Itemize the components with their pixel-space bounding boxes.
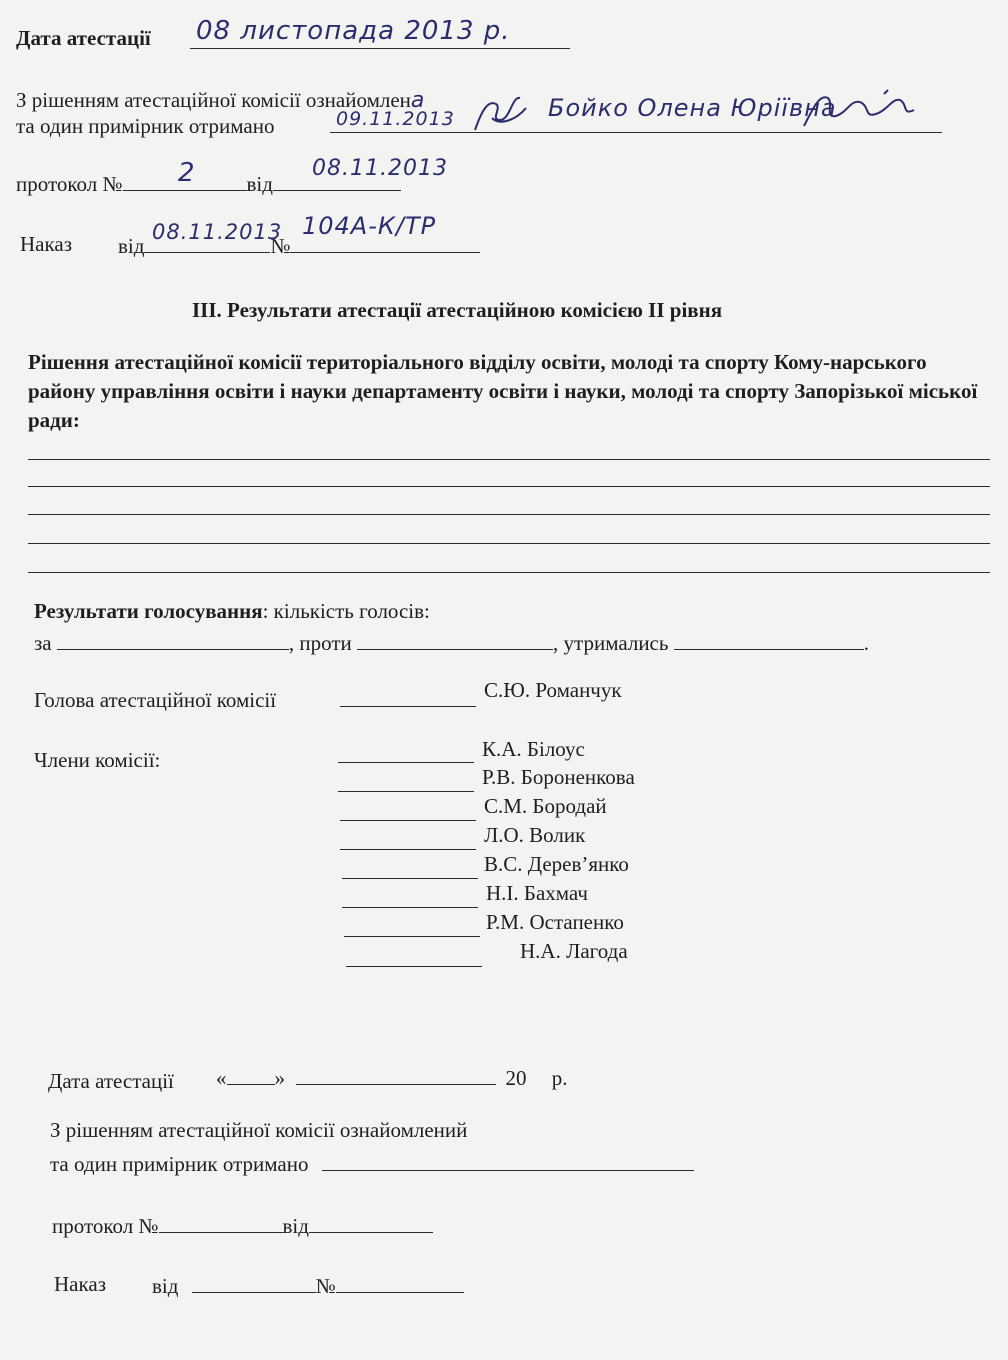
footer-day-field [227,1066,275,1085]
member-signature-line [338,762,474,763]
footer-ack-label-2: та один примірник отримано [50,1152,309,1176]
vote-label-rest: : кількість голосів: [262,599,430,623]
footer-ack-line-1: З рішенням атестаційної комісії ознайомлений [50,1118,468,1142]
ack-hand-date: 09.11.2013 [336,108,455,130]
member-name: С.М. Бородай [484,794,607,818]
ack-line-2 [16,116,274,137]
vote-against-field [357,631,553,650]
member-name: Р.В. Бороненкова [482,765,635,789]
chair-signature-line [340,706,476,707]
order-from-label: від [118,234,145,258]
vote-for-field [57,631,289,650]
order-hand-date: 08.11.2013 [152,220,283,244]
from-label: від [246,172,273,196]
member-name: Н.І. Бахмач [486,881,588,905]
footer-order-fields [152,1274,464,1297]
chair-label: Голова атестаційної комісії [34,688,277,712]
decision-line-2 [28,486,990,487]
decision-line-1 [28,459,990,460]
date-handwritten: 08 листопада 2013 р. [196,16,511,46]
protocol-hand-no: 2 [178,158,196,188]
footer-protocol-row [52,1214,433,1237]
footer-from-label: від [282,1214,309,1238]
footer-date-label: Дата атестації [48,1069,174,1093]
member-name: Л.О. Волик [484,823,586,847]
member-name: В.С. Дерев’янко [484,852,629,876]
decision-line-4 [28,543,990,544]
member-name: Р.М. Остапенко [486,910,624,934]
section-title: III. Результати атестації атестаційною комісією ІІ рівня [192,298,723,322]
footer-protocol-number-field [159,1214,283,1233]
chair-name: С.Ю. Романчук [484,678,622,702]
vote-row [34,631,869,654]
vote-against-label: , проти [288,631,352,655]
footer-year-suffix: р. [551,1066,568,1090]
member-signature-line [344,936,480,937]
date-underline [190,48,570,49]
decision-text: Рішення атестаційної комісії територіального відділу освіти, молоді та спорту Кому-нарського району управління освіти і науки департаменту освіти і науки, молоді та спорту Запорізької міської ради: [28,350,978,432]
order-hand-no: 104А-К/ТР [302,212,437,240]
signature-mark [470,90,530,136]
vote-label-bold: Результати голосування [34,599,263,623]
footer-date-row [216,1066,568,1089]
member-signature-line [342,878,478,879]
footer-order-from-label: від [152,1274,179,1298]
members-label: Члени комісії: [34,748,161,772]
member-signature-line [342,907,478,908]
footer-month-field [296,1066,496,1085]
date-quote-close: » [274,1066,285,1090]
footer-ack-field [322,1152,694,1171]
member-name: Н.А. Лагода [520,939,628,963]
member-signature-line [340,820,476,821]
vote-end: . [863,631,869,655]
protocol-label: протокол № [16,172,123,196]
decision-line-5 [28,572,990,573]
ack-label-1: З рішенням атестаційної комісії ознайомлен [16,88,411,112]
footer-order-no-label: № [315,1274,336,1298]
vote-for-label: за [34,631,52,655]
footer-ack-line-2 [50,1152,694,1175]
vote-heading [34,601,430,622]
ack-label-2: та один примірник отримано [16,114,275,138]
footer-order-number-field [336,1274,464,1293]
signature-surname [800,88,920,132]
footer-protocol-date-field [309,1214,433,1233]
ack-underline [330,132,942,133]
vote-abstain-field [674,631,864,650]
vote-abstain-label: , утримались [553,631,669,655]
date-label: Дата атестації [16,26,151,50]
footer-year-label: 20 [505,1066,527,1090]
decision-line-3 [28,514,990,515]
footer-order-label: Наказ [54,1272,106,1296]
member-name: К.А. Білоус [482,737,585,761]
order-row [20,234,72,255]
footer-protocol-label: протокол № [52,1214,159,1238]
date-quote-open: « [216,1066,227,1090]
member-signature-line [338,791,474,792]
ack-hand-suffix: а [410,88,426,113]
member-signature-line [346,966,482,967]
order-no-label: № [270,234,291,258]
footer-order-date-field [192,1274,316,1293]
ack-hand-name: Бойко Олена Юріївна [548,94,837,122]
protocol-hand-date: 08.11.2013 [312,156,448,181]
date-row [16,28,151,49]
order-label: Наказ [20,232,72,256]
member-signature-line [340,849,476,850]
